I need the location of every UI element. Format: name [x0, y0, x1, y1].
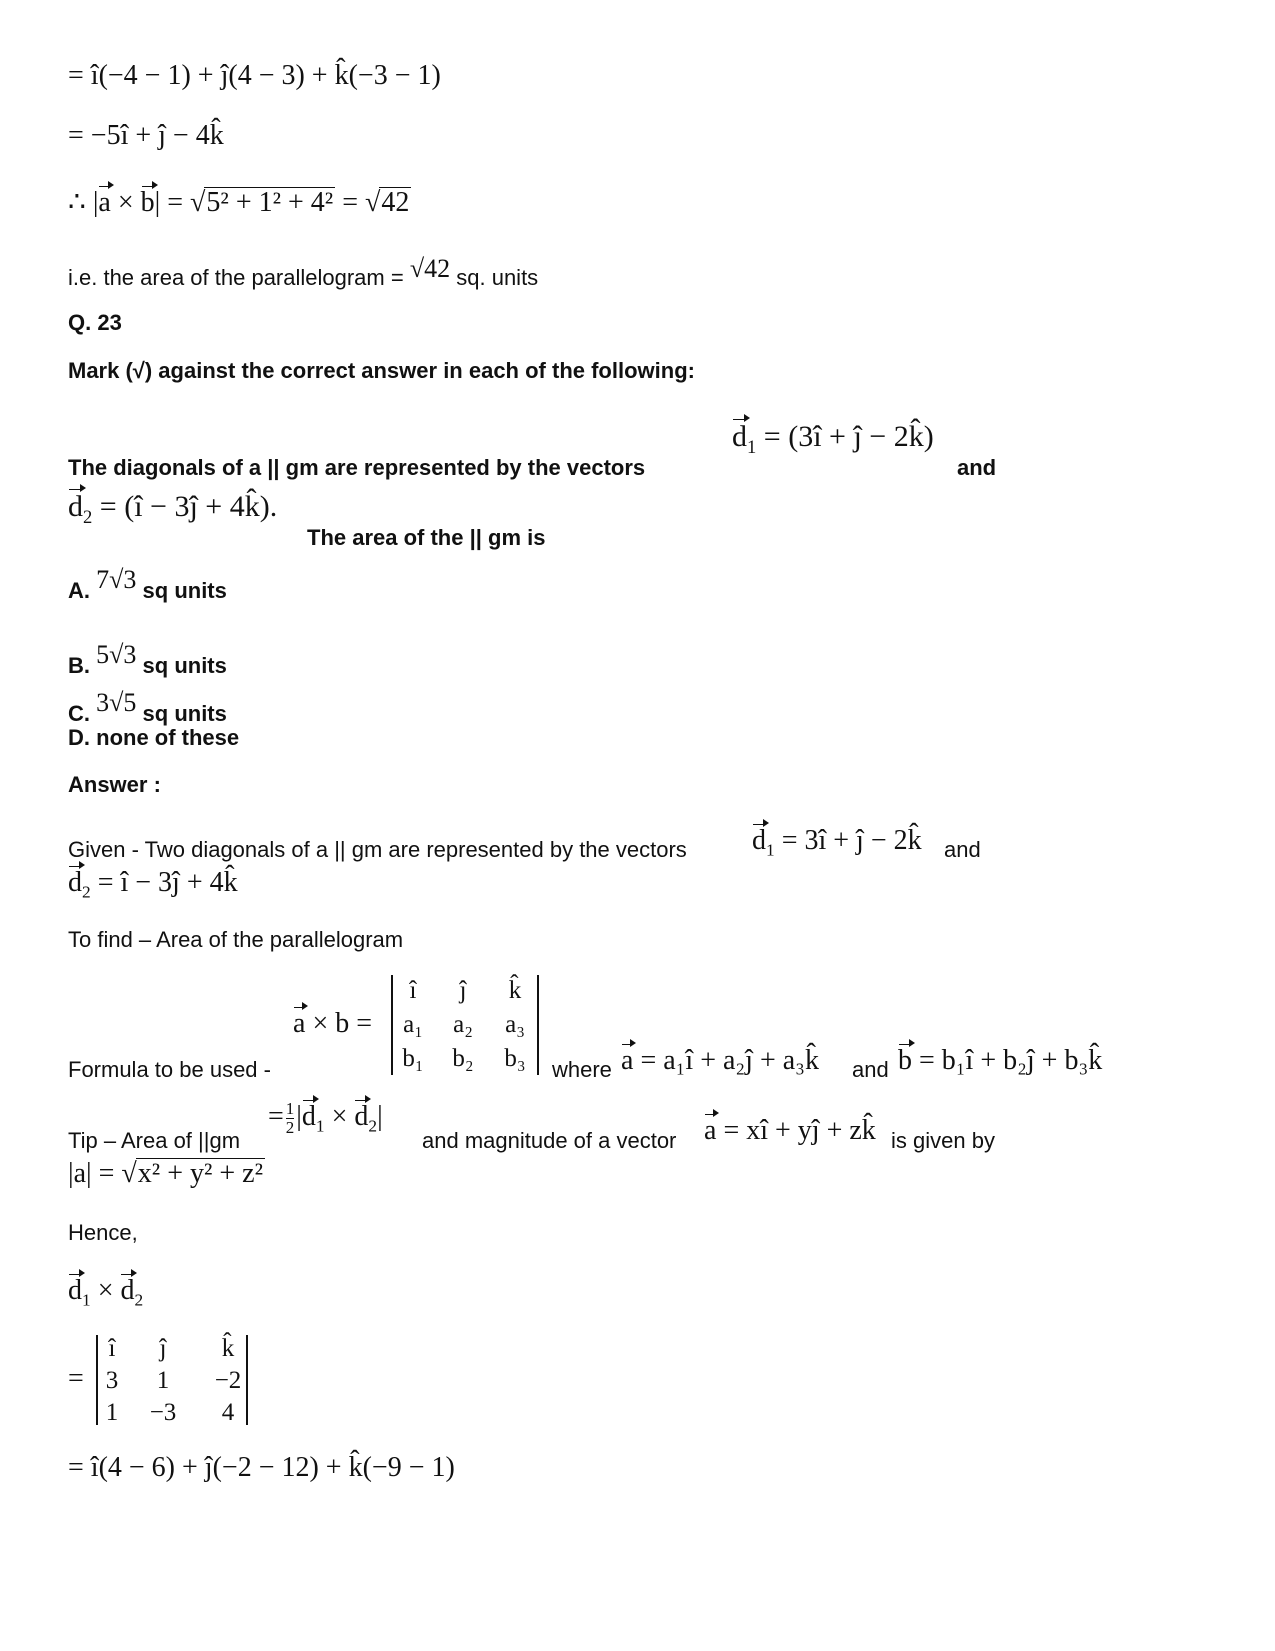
hence: Hence, [68, 1220, 138, 1245]
stem-end: The area of the || gm is [307, 525, 546, 550]
option-c[interactable]: C. 3√5 sq units [68, 688, 227, 726]
last-working-line: = î(4 − 6) + ĵ(−2 − 12) + k̂(−9 − 1) [68, 1452, 455, 1483]
given-d2: $d_2$ = î − 3ĵ + 4k̂ [68, 867, 238, 902]
given-text: Given - Two diagonals of a || gm are represented by the vectors [68, 837, 687, 862]
to-find: To find – Area of the parallelogram [68, 927, 404, 952]
stem-and: and [957, 455, 997, 480]
working-line-2: = −5î + ĵ − 4k̂ [68, 120, 224, 151]
option-c-math: 3√5 [96, 688, 137, 717]
option-b-math: 5√3 [96, 640, 137, 669]
formula-where-a: a = a₁î + a₂ĵ + a₃k̂ [621, 1045, 819, 1076]
det-right-bar [537, 975, 539, 1075]
formula-where: where [552, 1057, 612, 1082]
formula-determinant: î ĵ k̂ a₁ a₂ a₃ b₁ b₂ b₃ [402, 977, 526, 1072]
answer-label: Answer : [68, 772, 161, 797]
working-line-3: ∴ |a × b| = √5² + 1² + 4² = √42 [68, 187, 410, 218]
formula-where-and: and [852, 1057, 889, 1082]
cross-product-label: $d_1 \times d_2$ [68, 1275, 144, 1310]
area-root: √42 [409, 254, 451, 283]
option-a[interactable]: A. 7√3 sq units [68, 565, 227, 603]
given-and: and [944, 837, 981, 862]
working-line-1: = î(−4 − 1) + ĵ(4 − 3) + k̂(−3 − 1) [68, 60, 441, 91]
option-b[interactable]: B. 5√3 sq units [68, 640, 227, 678]
option-d[interactable]: D. none of these [68, 725, 240, 750]
d2-vector: $d_2$ = (î − 3ĵ + 4k̂). [68, 490, 278, 528]
formula-label: Formula to be used - [68, 1057, 271, 1082]
magnitude-formula: |a| = √x² + y² + z² [68, 1158, 263, 1189]
det2-equals: = [68, 1363, 84, 1394]
tip-end: is given by [891, 1128, 995, 1153]
tip-mid: and magnitude of a vector [422, 1128, 677, 1153]
question-stem: The diagonals of a || gm are represented by the vectors [68, 455, 646, 480]
d1-vector: $d_1$ = (3î + ĵ − 2k̂) [732, 420, 934, 458]
area-statement: i.e. the area of the parallelogram = √42 sq. units [68, 254, 539, 290]
formula-where-b: b = b₁î + b₂ĵ + b₃k̂ [898, 1045, 1103, 1076]
option-a-math: 7√3 [96, 565, 137, 594]
tip-label: Tip – Area of ||gm [68, 1128, 241, 1153]
question-instruction: Mark (√) against the correct answer in each of the following: [68, 358, 695, 383]
formula-lhs: a × b = [293, 1008, 373, 1039]
cross-determinant: î ĵ k̂ 3 1 −2 1 −3 4 [105, 1335, 242, 1426]
question-number: Q. 23 [68, 310, 122, 335]
given-d1: $d_1$ = 3î + ĵ − 2k̂ [752, 825, 922, 860]
tip-vector: a = xî + yĵ + zk̂ [704, 1115, 876, 1146]
tip-area-formula: = $\frac{1}{2}$ $|d_1 \times d_2|$ [268, 1099, 383, 1137]
